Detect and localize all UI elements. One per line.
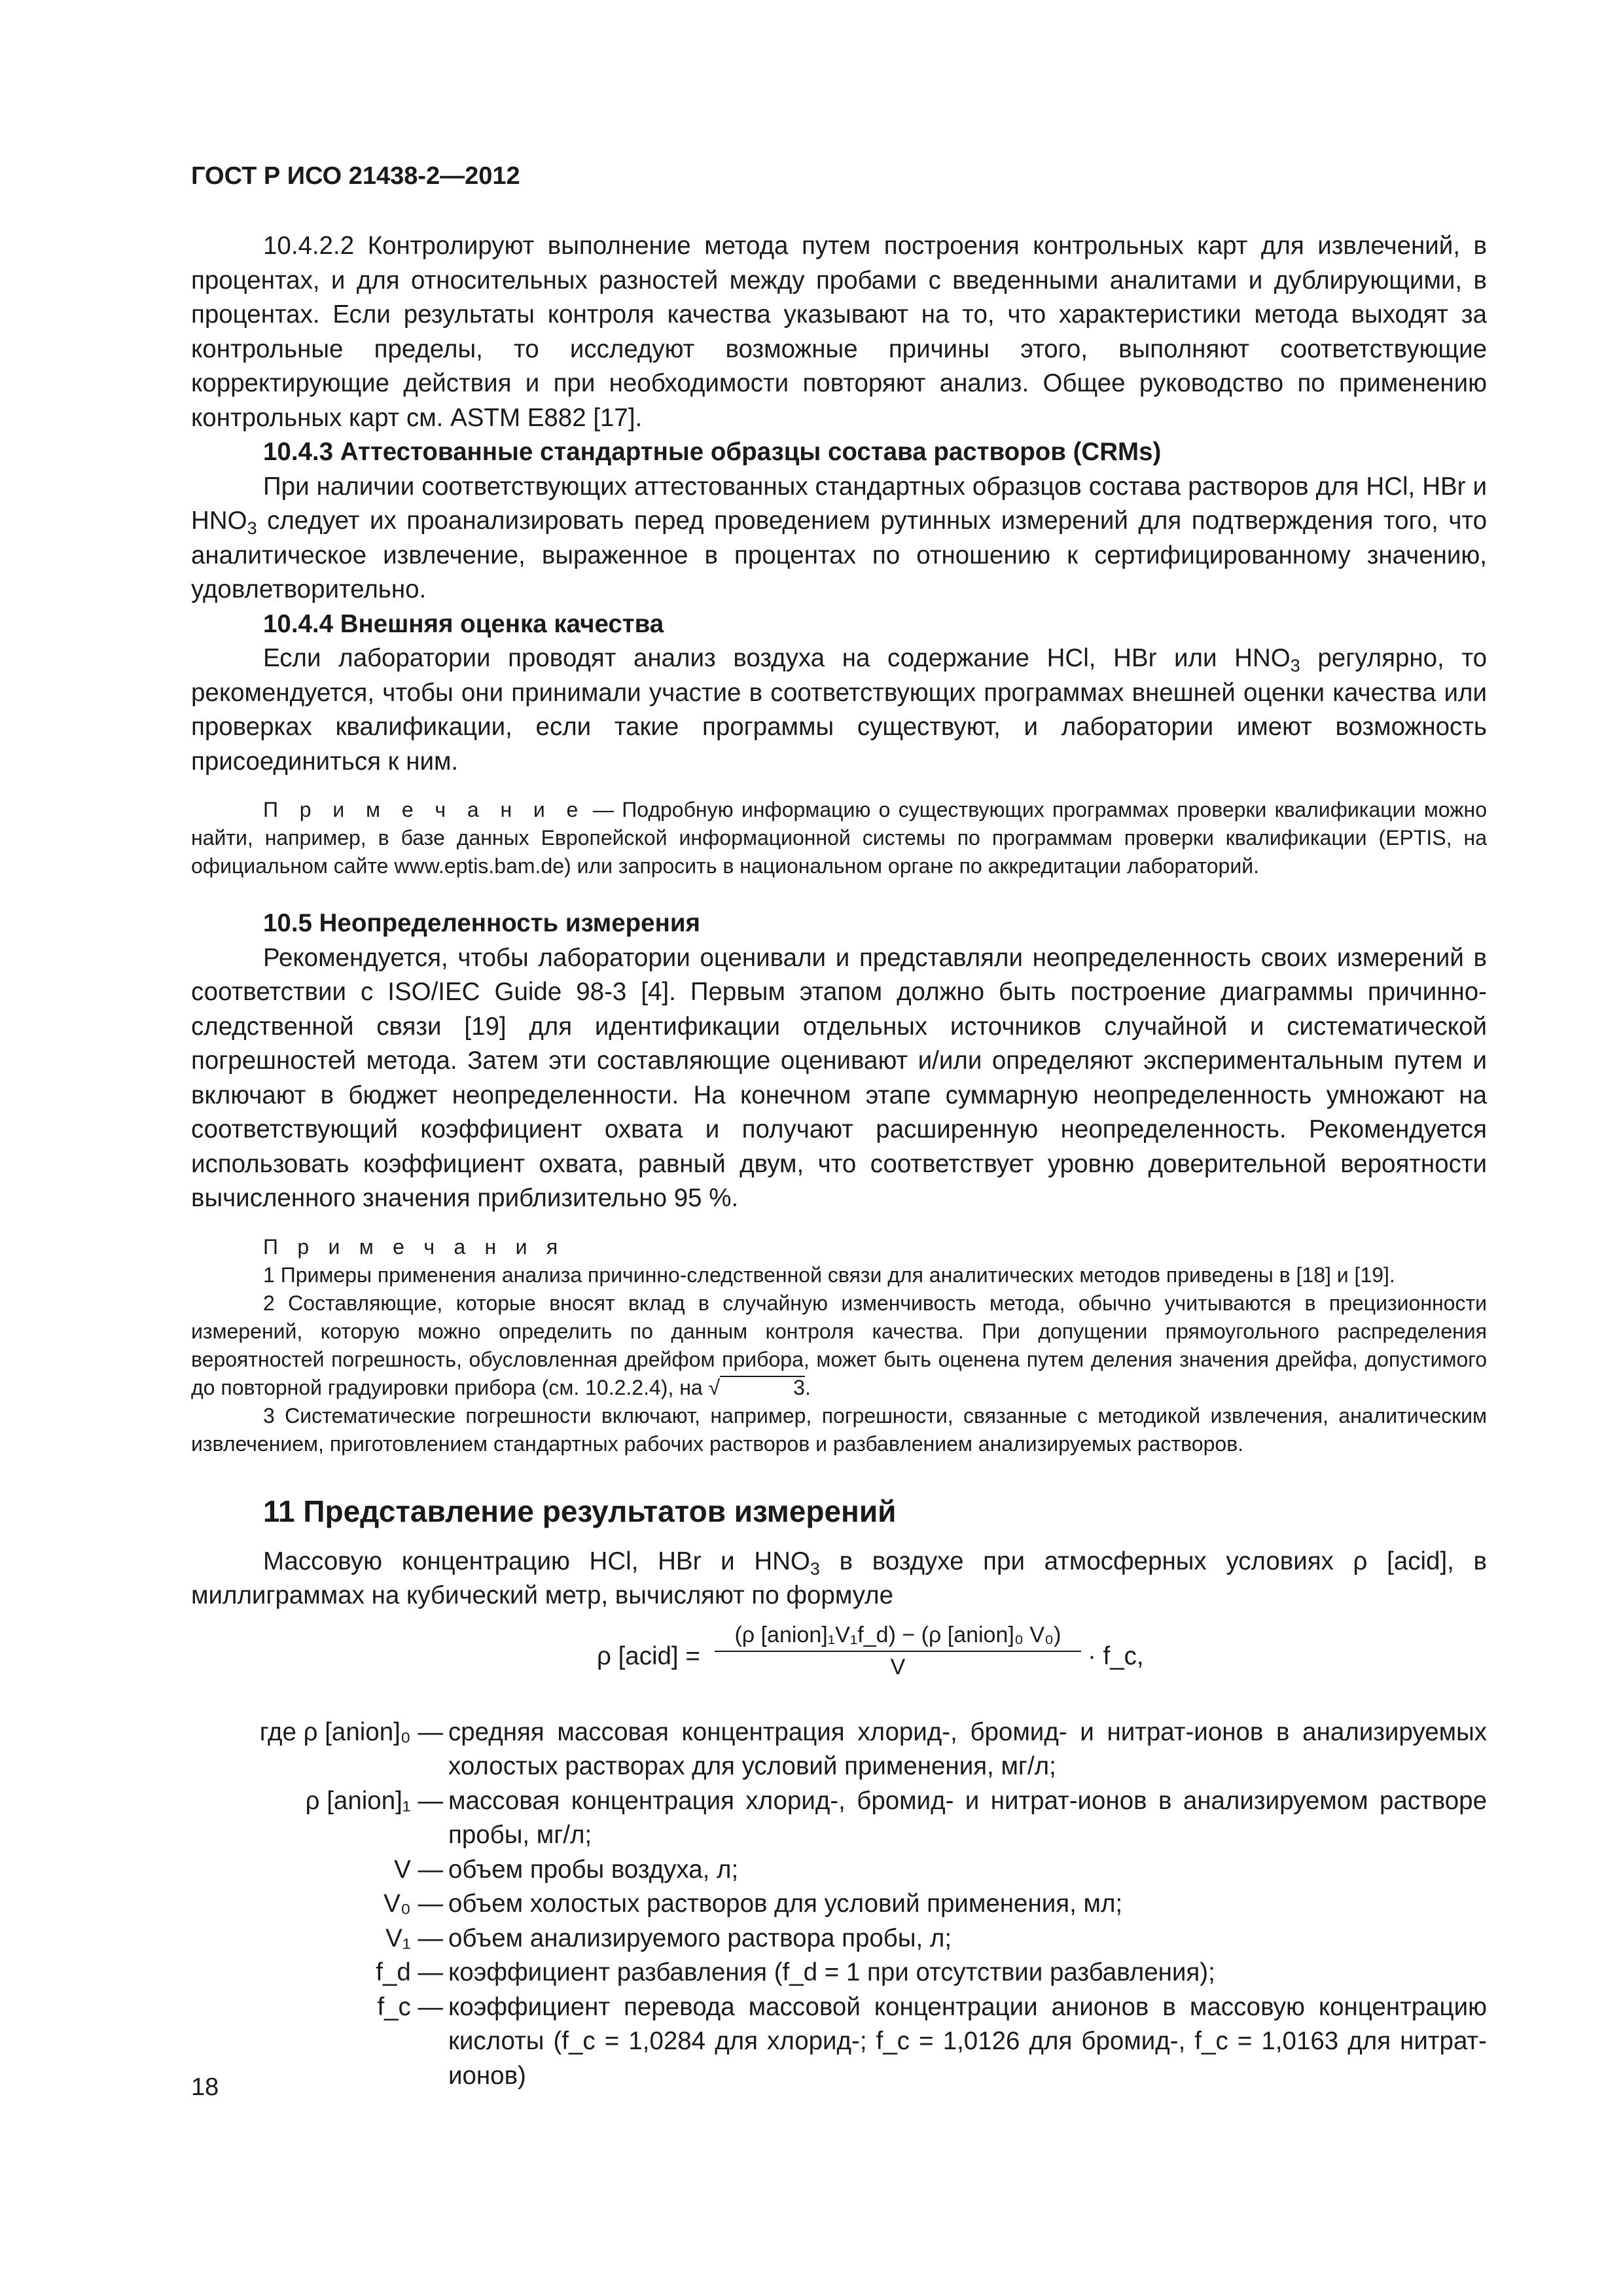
document-header: ГОСТ Р ИСО 21438-2—2012 bbox=[191, 162, 520, 190]
note-label: П р и м е ч а н и е bbox=[263, 798, 585, 821]
note-3: 3 Систематические погрешности включают, например, погрешности, связанные с методикой извлечения, аналитическим извлечением, приготовлением стандартных рабочих растворов и разбавлением анализируемых растворов. bbox=[191, 1403, 1487, 1456]
heading-10-4-4: 10.4.4 Внешняя оценка качества bbox=[263, 609, 664, 638]
paragraph-formula-intro bbox=[191, 1545, 1487, 1613]
formula-rhs: · f_c, bbox=[1088, 1641, 1144, 1670]
definition-item bbox=[191, 1715, 1487, 1784]
formula-numerator: (ρ [anion]₁V₁f_d) − (ρ [anion]₀ V₀) bbox=[715, 1623, 1081, 1652]
definition-item bbox=[191, 1990, 1487, 2094]
definition-text: средняя массовая концентрация хлорид-, бромид- и нитрат-ионов в анализируемых холостых растворах для условий применения, мг/л; bbox=[448, 1717, 1487, 1780]
notes-label-text: П р и м е ч а н и я bbox=[263, 1234, 565, 1259]
subscript: 3 bbox=[1290, 656, 1300, 676]
definition-item bbox=[191, 1887, 1487, 1922]
definition-symbol: f_d — bbox=[376, 1958, 443, 1986]
formula-acid bbox=[191, 1623, 1487, 1701]
paragraph-crms bbox=[191, 470, 1487, 607]
heading-10-4-3: 10.4.3 Аттестованные стандартные образцы состава растворов (CRMs) bbox=[263, 438, 1162, 466]
formula-lhs: ρ [acid] = bbox=[597, 1641, 700, 1670]
notes-label bbox=[191, 1233, 1487, 1261]
formula-fraction bbox=[715, 1623, 1081, 1680]
intro-text: Массовую концентрацию HCl, HBr и HNO bbox=[263, 1547, 810, 1575]
paragraph-external-text-2: регулярно, то рекомендуется, чтобы они принимали участие в соответствующих программах внешней оценки качества или проверках квалификации, если такие программы существуют, и лаборатории имеют возможность присоединиться к ним. bbox=[191, 644, 1487, 776]
definition-symbol: V — bbox=[394, 1855, 443, 1884]
intro-text-2: в воздухе при атмосферных условиях ρ [acid], в миллиграммах на кубический метр, вычисляют по формуле bbox=[191, 1547, 1487, 1609]
note-eptis bbox=[191, 796, 1487, 880]
symbol-definitions bbox=[191, 1715, 1487, 2094]
paragraph-external-text: Если лаборатории проводят анализ воздуха на содержание HCl, HBr или HNO bbox=[263, 644, 1291, 672]
definition-symbol: f_c — bbox=[377, 1992, 443, 2021]
paragraph-crms-text-2: следует их проанализировать перед проведением рутинных измерений для подтверждения того, что аналитическое извлечение, выраженное в процентах по отношению к сертифицированному значению, удовлетворительно. bbox=[191, 507, 1487, 603]
note-text: — Подробную информацию о существующих программах проверки квалификации можно найти, например, в базе данных Европейской информационной системы по программам проверки квалификации (EPTIS, на официальном сайте www.eptis.bam.de) или запросить в национальном органе по аккредитации лабораторий. bbox=[191, 798, 1488, 878]
paragraph-external-quality bbox=[191, 641, 1487, 779]
subscript: 3 bbox=[810, 1558, 820, 1579]
definition-text: объем холостых растворов для условий применения, мл; bbox=[448, 1890, 1123, 1918]
paragraph-uncertainty: Рекомендуется, чтобы лаборатории оценивали и представляли неопределенность своих измерений в соответствии с ISO/IEC Guide 98-3 [4]. Первым этапом должно быть построение диаграммы причинно-следственной связи [19] для идентификации отдельных источников случайной и систематической погрешностей метода. Затем эти составляющие оценивают и/или определяют экспериментальным путем и включают в бюджет неопределенности. На конечном этапе суммарную неопределенность умножают на соответствующий коэффициент охвата и получают расширенную неопределенность. Рекомендуется использовать коэффициент охвата, равный двум, что соответствует уровню доверительной вероятности вычисленного значения приблизительно 95 %. bbox=[191, 943, 1487, 1212]
note-2: 2 Составляющие, которые вносят вклад в случайную изменчивость метода, обычно учитываются в прецизионности измерений, которую можно определить по данным контроля качества. При допущении прямоугольного распределения вероятностей погрешность, обусловленная дрейфом прибора, может быть оценена путем деления значения дрейфа, допустимого до повторной градуировки прибора (см. 10.2.2.4), на √ 3. bbox=[191, 1291, 1487, 1399]
definition-text: коэффициент разбавления (f_d = 1 при отсутствии разбавления); bbox=[448, 1958, 1215, 1986]
page-number: 18 bbox=[191, 2073, 219, 2101]
definition-text: объем пробы воздуха, л; bbox=[448, 1855, 739, 1884]
heading-section-11: 11 Представление результатов измерений bbox=[263, 1494, 897, 1528]
definition-item bbox=[191, 1853, 1487, 1888]
subscript: 3 bbox=[247, 518, 257, 539]
definition-symbol: где ρ [anion]₀ — bbox=[259, 1717, 443, 1746]
definition-symbol: ρ [anion]₁ — bbox=[305, 1786, 443, 1815]
note-2-text: 2 Составляющие, которые вносят вклад в случайную изменчивость метода, обычно учитываются в прецизионности измерений, которую можно определить по данным контроля качества. При допущении прямоугольного распределения вероятностей погрешность, обусловленная дрейфом прибора, может быть оценена путем деления значения дрейфа, допустимого до повторной градуировки прибора (см. 10.2.2.4), на bbox=[191, 1291, 1487, 1399]
sqrt-value: 3 bbox=[720, 1376, 805, 1398]
document-body bbox=[191, 229, 1487, 2093]
definition-symbol: V₀ — bbox=[383, 1890, 443, 1918]
note-2-end: . bbox=[804, 1375, 811, 1399]
definition-text: объем анализируемого раствора пробы, л; bbox=[448, 1924, 952, 1952]
definition-text: массовая концентрация хлорид-, бромид- и нитрат-ионов в анализируемом растворе пробы, мг/л; bbox=[448, 1786, 1487, 1849]
definition-item bbox=[191, 1956, 1487, 1990]
paragraph-10-4-2-2: 10.4.2.2 Контролируют выполнение метода путем построения контрольных карт для извлечений, в процентах, и для относительных разностей между пробами с введенными аналитами и дублирующими, в процентах. Если результаты контроля качества указывают на то, что характеристики метода выходят за контрольные пределы, то исследуют возможные причины этого, выполняют соответствующие корректирующие действия и при необходимости повторяют анализ. Общее руководство по применению контрольных карт см. ASTM E882 [17]. bbox=[191, 232, 1487, 432]
formula-denominator: V bbox=[890, 1654, 906, 1679]
note-1: 1 Примеры применения анализа причинно-следственной связи для аналитических методов приведены в [18] и [19]. bbox=[263, 1263, 1395, 1287]
paragraph-crms-text: При наличии соответствующих аттестованных стандартных образцов состава растворов для HCl, HBr и HNO bbox=[191, 472, 1487, 535]
definition-symbol: V₁ — bbox=[385, 1924, 443, 1952]
definition-item bbox=[191, 1784, 1487, 1853]
heading-10-5: 10.5 Неопределенность измерения bbox=[263, 909, 700, 937]
definition-text: коэффициент перевода массовой концентрации анионов в массовую концентрацию кислоты (f_c = 1,0284 для хлорид-; f_c = 1,0126 для бромид-, f_c = 1,0163 для нитрат-ионов) bbox=[448, 1992, 1487, 2090]
definition-item bbox=[191, 1922, 1487, 1956]
